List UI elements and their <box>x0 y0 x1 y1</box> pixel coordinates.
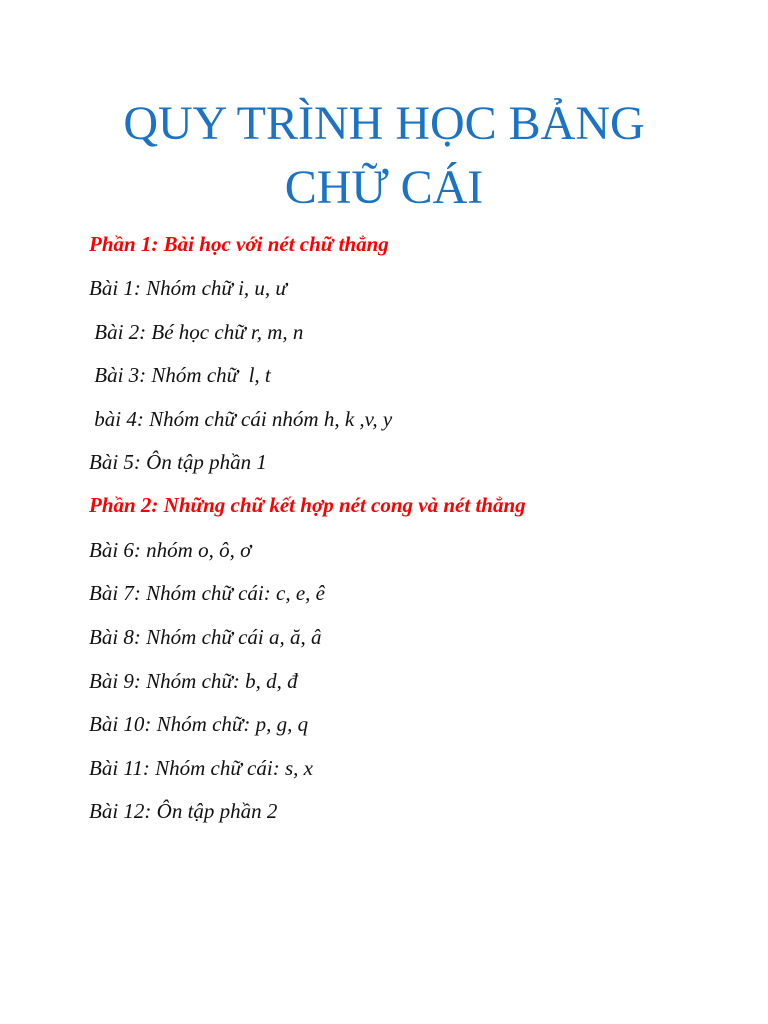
lesson-1: Bài 1: Nhóm chữ i, u, ư <box>89 276 287 300</box>
document-title-line-1: QUY TRÌNH HỌC BẢNG <box>123 97 645 150</box>
lesson-3: Bài 3: Nhóm chữ l, t <box>89 363 271 387</box>
part-1-heading: Phần 1: Bài học với nét chữ thẳng <box>89 232 389 256</box>
lesson-7: Bài 7: Nhóm chữ cái: c, e, ê <box>89 581 325 605</box>
lesson-2: Bài 2: Bé học chữ r, m, n <box>89 320 304 344</box>
document-title-line-2: CHỮ CÁI <box>284 161 484 214</box>
lesson-12: Bài 12: Ôn tập phần 2 <box>89 799 278 823</box>
lesson-5: Bài 5: Ôn tập phần 1 <box>89 450 267 474</box>
lesson-6: Bài 6: nhóm o, ô, ơ <box>89 538 252 562</box>
part-2-heading: Phần 2: Những chữ kết hợp nét cong và nét thẳng <box>89 493 526 517</box>
lesson-11: Bài 11: Nhóm chữ cái: s, x <box>89 756 313 780</box>
lesson-8: Bài 8: Nhóm chữ cái a, ă, â <box>89 625 322 649</box>
lesson-10: Bài 10: Nhóm chữ: p, g, q <box>89 712 309 736</box>
lesson-9: Bài 9: Nhóm chữ: b, d, đ <box>89 669 298 693</box>
lesson-4: bài 4: Nhóm chữ cái nhóm h, k ,v, y <box>89 407 393 431</box>
